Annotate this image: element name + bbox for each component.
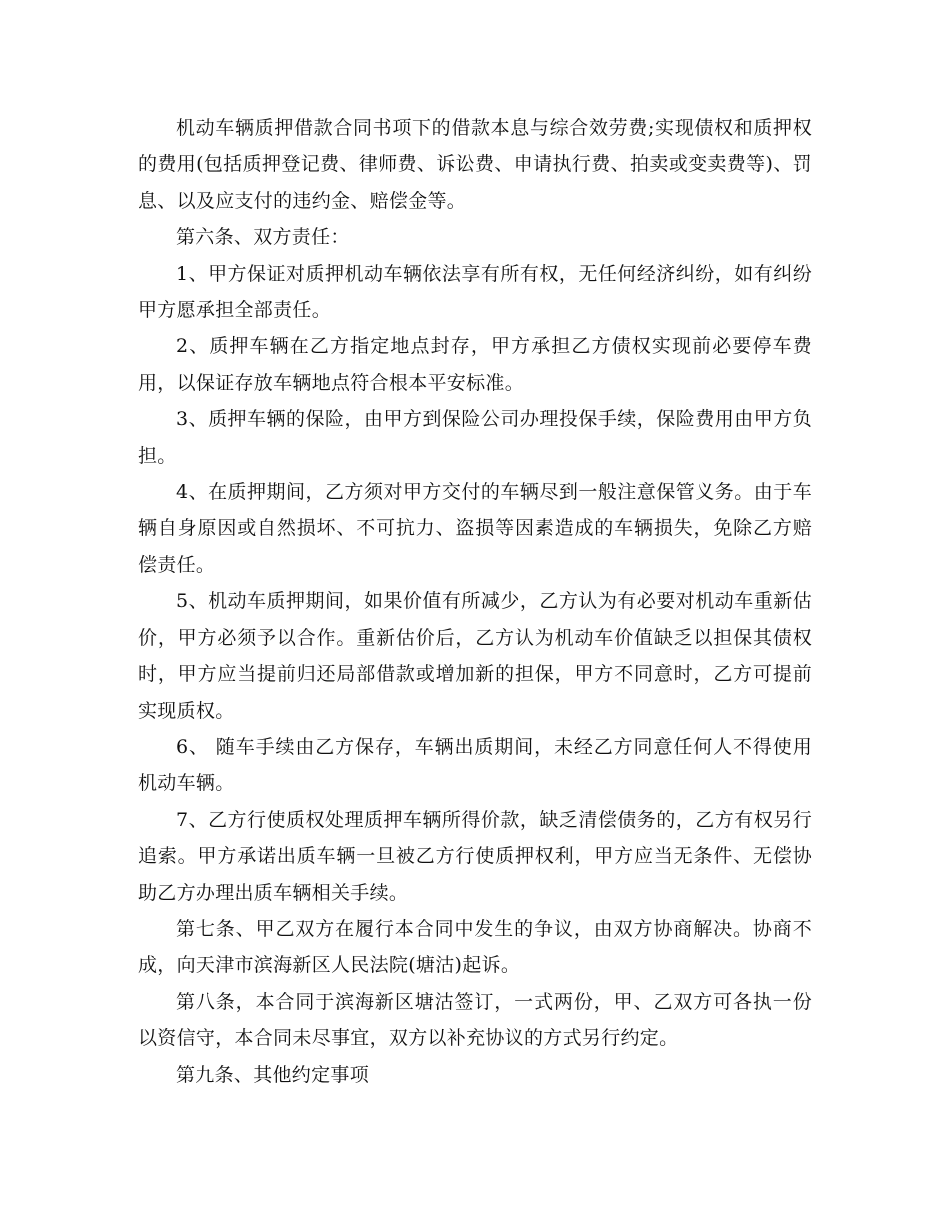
heading-article-6: 第六条、双方责任： xyxy=(176,226,350,249)
clause-6-7: 7、乙方行使质权处理质押车辆所得价款，缺乏清偿债务的，乙方有权另行追索。甲方承诺出质车辆一旦被乙方行使质押权利，甲方应当无条件、无偿协助乙方办理出质车辆相关手续。 xyxy=(138,808,812,904)
clause-6-5: 5、机动车质押期间，如果价值有所减少，乙方认为有必要对机动车重新估价，甲方必须予以合作。重新估价后，乙方认为机动车价值缺乏以担保其债权时，甲方应当提前归还局部借款或增加新的担保，甲方不同意时，乙方可提前实现质权。 xyxy=(138,590,812,722)
article-8: 第八条，本合同于滨海新区塘沽签订，一式两份，甲、乙双方可各执一份以资信守，本合同未尽事宜，双方以补充协议的方式另行约定。 xyxy=(138,990,812,1050)
clause-6-6: 6、 随车手续由乙方保存，车辆出质期间，未经乙方同意任何人不得使用机动车辆。 xyxy=(138,735,812,795)
article-9: 第九条、其他约定事项 xyxy=(176,1063,370,1086)
article-7: 第七条、甲乙双方在履行本合同中发生的争议，由双方协商解决。协商不成，向天津市滨海新区人民法院(塘沽)起诉。 xyxy=(138,917,812,977)
clause-6-3: 3、质押车辆的保险，由甲方到保险公司办理投保手续，保险费用由甲方负担。 xyxy=(138,408,812,467)
clause-6-4: 4、在质押期间，乙方须对甲方交付的车辆尽到一般注意保管义务。由于车辆自身原因或自然损坏、不可抗力、盗损等因素造成的车辆损失，免除乙方赔偿责任。 xyxy=(138,481,812,576)
clause-6-1: 1、甲方保证对质押机动车辆依法享有所有权，无任何经济纠纷，如有纠纷甲方愿承担全部责任。 xyxy=(138,262,812,322)
paragraph-loan-scope: 机动车辆质押借款合同书项下的借款本息与综合效劳费;实现债权和质押权的费用(包括质押登记费、律师费、诉讼费、申请执行费、拍卖或变卖费等)、罚息、以及应支付的违约金、赔偿金等。 xyxy=(138,117,812,212)
clause-6-2: 2、质押车辆在乙方指定地点封存，甲方承担乙方债权实现前必要停车费用，以保证存放车辆地点符合根本平安标准。 xyxy=(138,335,812,394)
